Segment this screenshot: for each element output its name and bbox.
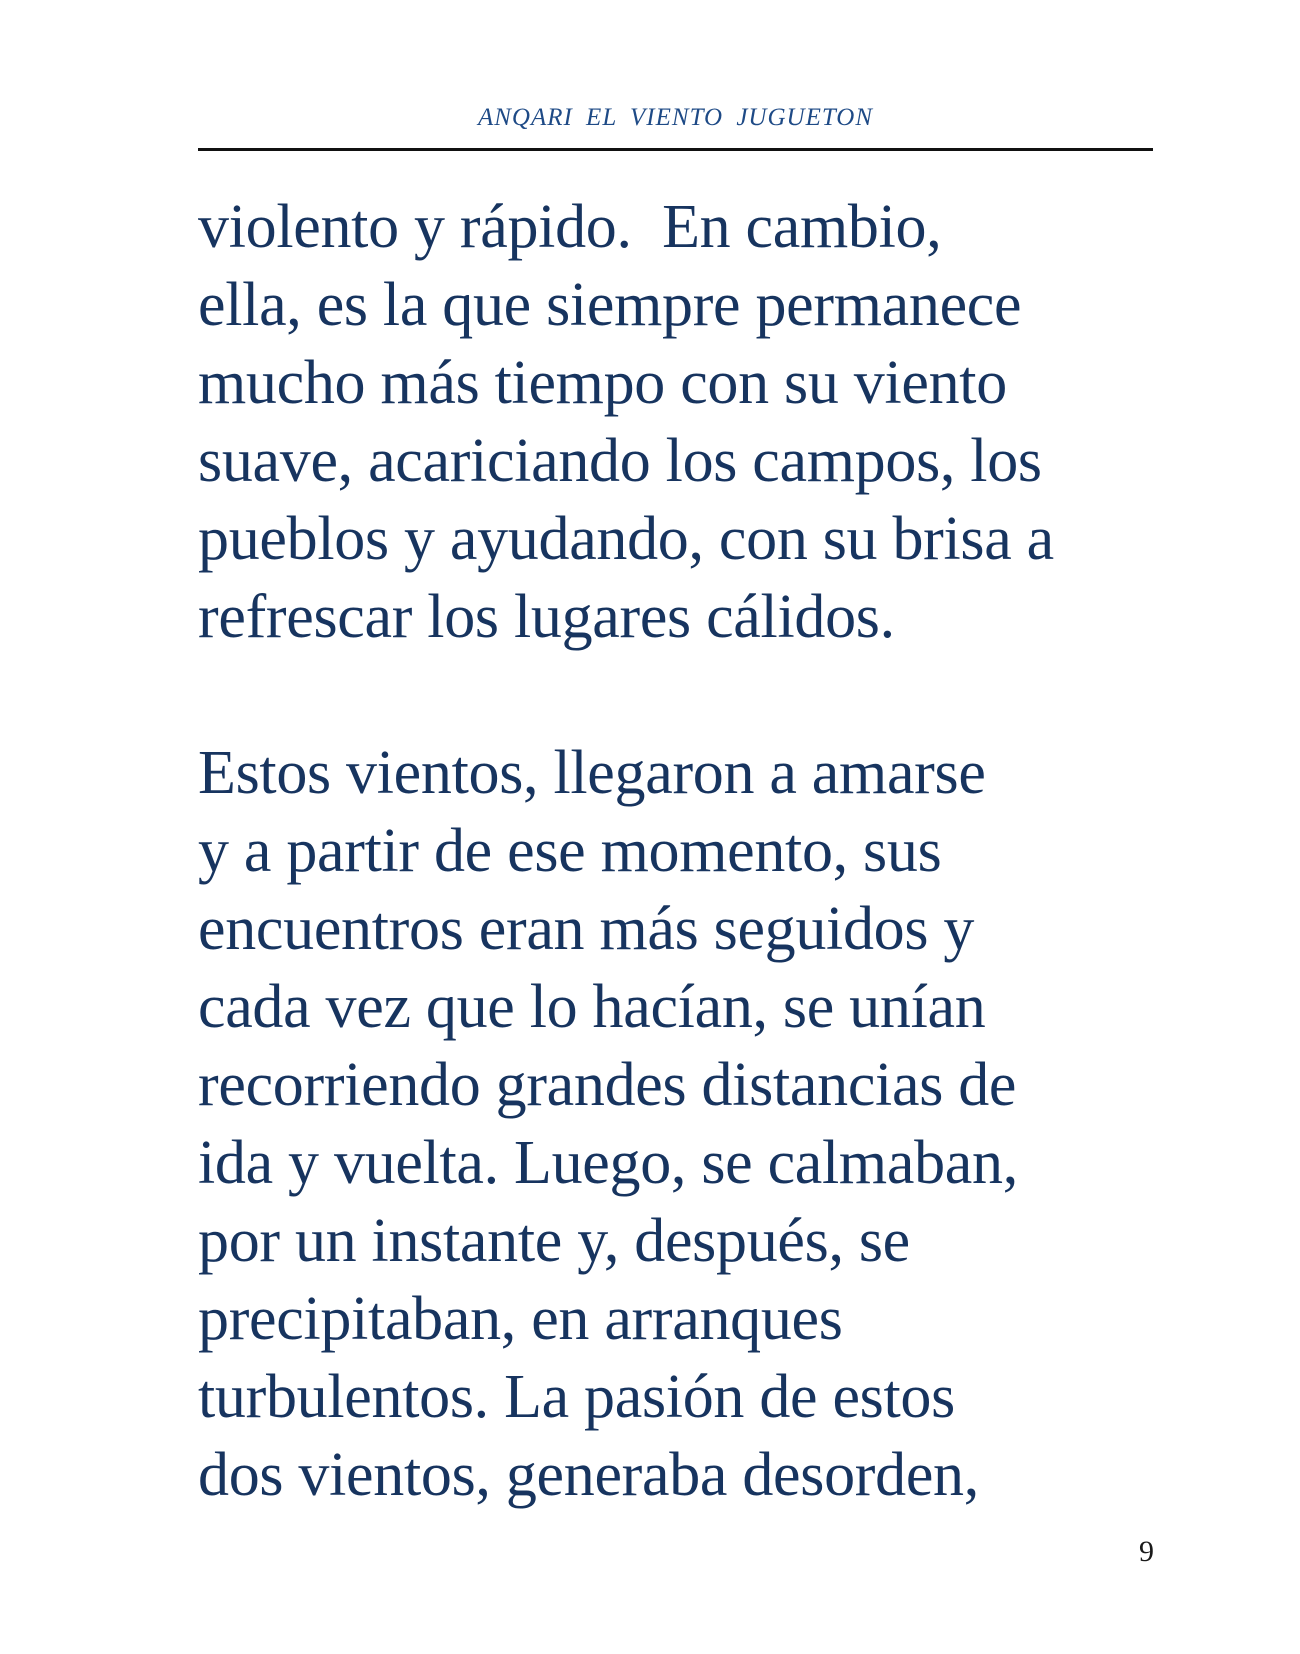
text-line: mucho más tiempo con su viento bbox=[198, 349, 1007, 417]
text-line: turbulentos. La pasión de estos bbox=[198, 1363, 955, 1431]
running-head-title: ANQARI EL VIENTO JUGUETON bbox=[477, 104, 874, 131]
text-line: cada vez que lo hacían, se unían bbox=[198, 973, 986, 1041]
text-line: por un instante y, después, se bbox=[198, 1207, 910, 1275]
paragraph-spacer bbox=[198, 656, 1158, 734]
text-line: pueblos y ayudando, con su brisa a bbox=[198, 505, 1054, 573]
paragraph-1 bbox=[198, 188, 1158, 656]
header-divider bbox=[198, 148, 1153, 151]
text-line: precipitaban, en arranques bbox=[198, 1285, 843, 1353]
text-line: violento y rápido. En cambio, bbox=[198, 193, 942, 261]
text-line: ella, es la que siempre permanece bbox=[198, 271, 1022, 339]
text-line: refrescar los lugares cálidos. bbox=[198, 583, 895, 651]
text-line: dos vientos, generaba desorden, bbox=[198, 1441, 979, 1509]
text-line: y a partir de ese momento, sus bbox=[198, 817, 942, 885]
page-number: 9 bbox=[1139, 1535, 1154, 1568]
paragraph-2 bbox=[198, 734, 1158, 1514]
text-line: Estos vientos, llegaron a amarse bbox=[198, 739, 986, 807]
body-text bbox=[198, 188, 1158, 1514]
text-line: suave, acariciando los campos, los bbox=[198, 427, 1042, 495]
text-line: recorriendo grandes distancias de bbox=[198, 1051, 1017, 1119]
text-line: encuentros eran más seguidos y bbox=[198, 895, 975, 963]
text-line: ida y vuelta. Luego, se calmaban, bbox=[198, 1129, 1018, 1197]
